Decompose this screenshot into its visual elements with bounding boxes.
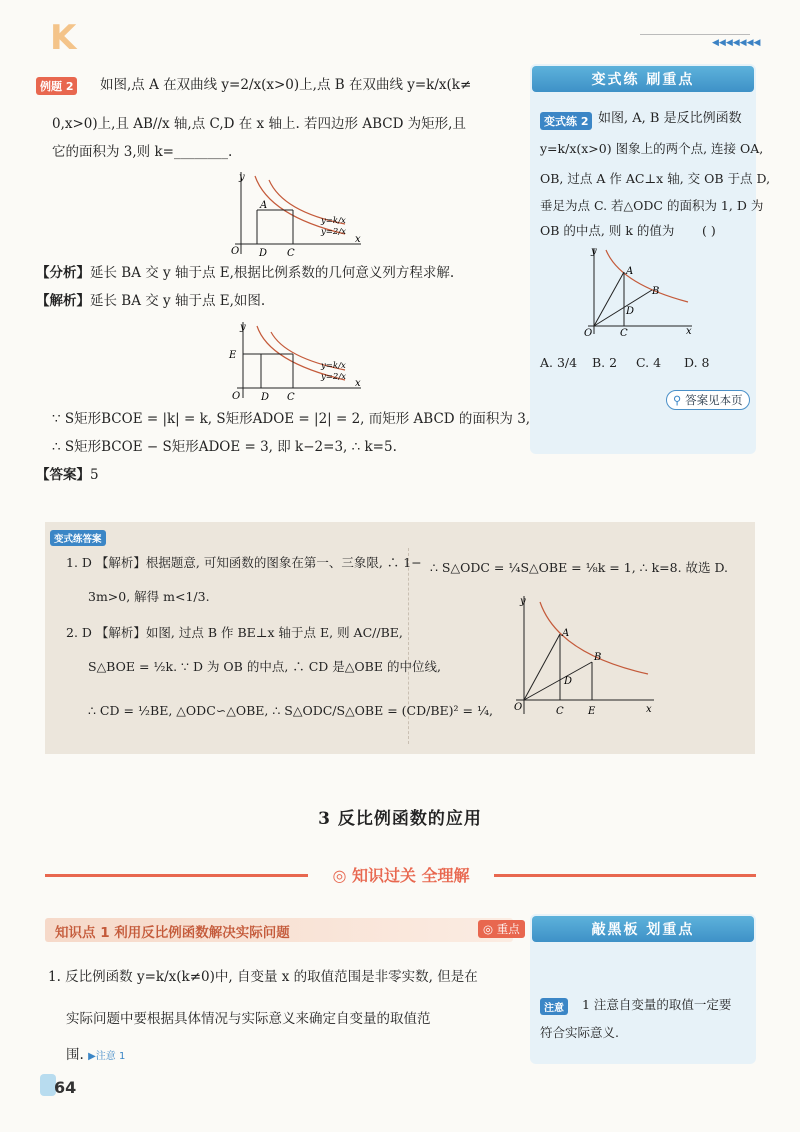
- answers-graph: [508, 590, 658, 720]
- example-graph-2: [225, 318, 365, 402]
- graph2-e-label: E: [229, 350, 237, 361]
- answer-link[interactable]: ⚲ 答案见本页: [666, 390, 750, 410]
- graph1-curve-2: y=2/x: [321, 227, 346, 237]
- practice-graph-c: C: [620, 328, 628, 338]
- practice-graph-d: D: [626, 306, 635, 317]
- note-panel-title: 敲黑板 划重点: [532, 916, 754, 942]
- answers-tag: 变式练答案: [50, 530, 106, 546]
- option-b[interactable]: B. 2: [592, 355, 618, 370]
- answers-graph-c: C: [556, 706, 564, 717]
- graph2-y-label: y: [240, 322, 246, 333]
- header-arrows: ◀◀◀◀◀◀◀: [712, 38, 761, 48]
- page-number: 64: [54, 1078, 77, 1097]
- option-d[interactable]: D. 8: [684, 355, 710, 370]
- option-c[interactable]: C. 4: [636, 355, 662, 370]
- calc-line-2: ∴ S矩形BCOE − S矩形ADOE = 3, 即 k−2=3, ∴ k=5.: [52, 439, 397, 455]
- practice-graph-x: x: [686, 326, 692, 337]
- answer-2-line-2: S△BOE = ½k. ∵ D 为 OB 的中点, ∴ CD 是△OBE 的中位线,: [88, 659, 441, 674]
- answer-1-line-1: 1. D 【解析】根据题意, 可知函数的图象在第一、三象限, ∴ 1−: [66, 555, 422, 570]
- note-link[interactable]: ▶注意 1: [88, 1051, 126, 1062]
- target-icon: ◎: [483, 922, 494, 936]
- example-line-2: 0,x>0)上,且 AB//x 轴,点 C,D 在 x 轴上. 若四边形 ABCD 为矩形,且: [52, 116, 466, 132]
- practice-graph: [580, 244, 695, 338]
- analysis-row: 【分析】延长 BA 交 y 轴于点 E,根据比例系数的几何意义列方程求解.: [36, 265, 455, 281]
- answer-2-right-line: ∴ S△ODC = ¼S△OBE = ⅛k = 1, ∴ k=8. 故选 D.: [430, 560, 729, 575]
- graph1-c-label: C: [287, 248, 295, 258]
- location-icon: ⚲: [673, 393, 682, 407]
- graph1-y-label: y: [239, 172, 245, 183]
- graph1-curve-k: y=k/x: [321, 216, 346, 226]
- graph1-x-label: x: [355, 234, 361, 245]
- graph2-c-label: C: [287, 392, 295, 402]
- paragraph-line-3: 围. ▶注意 1: [66, 1047, 126, 1063]
- knowledge-point-label: 知识点 1 利用反比例函数解决实际问题: [55, 925, 290, 941]
- answer-1-line-2: 3m>0, 解得 m<1/3.: [88, 589, 210, 604]
- paragraph-line-2: 实际问题中要根据具体情况与实际意义来确定自变量的取值范: [66, 1011, 431, 1027]
- note-tag: 注意: [540, 998, 568, 1015]
- example-graph-1: [225, 168, 365, 258]
- calc-line-1: ∵ S矩形BCOE = |k| = k, S矩形ADOE = |2| = 2, 而矩形 ABCD 的面积为 3,: [52, 411, 531, 427]
- practice-graph-b: B: [652, 286, 660, 297]
- banner-title: ◎ 知识过关 全理解: [308, 863, 494, 886]
- example-tag: 例题 2: [36, 77, 77, 95]
- answers-graph-d: D: [564, 676, 573, 687]
- graph2-o-label: O: [232, 391, 241, 402]
- graph1-d-label: D: [259, 248, 268, 258]
- graph1-o-label: O: [231, 246, 240, 257]
- header-rule: [640, 34, 750, 35]
- practice-q-line-3: OB, 过点 A 作 AC⊥x 轴, 交 OB 于点 D,: [540, 171, 771, 186]
- solution-row: 【解析】延长 BA 交 y 轴于点 E,如图.: [36, 293, 266, 309]
- brand-logo: K: [50, 18, 77, 58]
- answers-graph-e: E: [588, 706, 596, 717]
- graph2-x-label: x: [355, 378, 361, 389]
- practice-sidebar-title: 变式练 刷重点: [532, 66, 754, 92]
- answers-graph-a: A: [562, 628, 570, 639]
- practice-graph-o: O: [584, 328, 593, 338]
- banner-line-left: [45, 874, 308, 877]
- practice-q-line-5: OB 的中点, 则 k 的值为: [540, 223, 675, 238]
- example-line-3: 它的面积为 3,则 k=________.: [52, 144, 233, 160]
- banner-line-right: [494, 874, 756, 877]
- option-a[interactable]: A. 3/4: [540, 355, 578, 370]
- practice-graph-y: y: [591, 246, 597, 257]
- answers-graph-o: O: [514, 702, 523, 713]
- section-title: 3 反比例函数的应用: [318, 809, 482, 829]
- graph2-curve-2: y=2/x: [321, 372, 346, 382]
- practice-q-line-4: 垂足为点 C. 若△ODC 的面积为 1, D 为: [540, 198, 764, 213]
- key-point-badge: ◎ 重点: [478, 920, 525, 938]
- answer-row: 【答案】5: [36, 467, 99, 483]
- graph2-curve-k: y=k/x: [321, 361, 346, 371]
- practice-answer-paren: ( ): [702, 223, 716, 238]
- practice-q-line-1: 如图, A, B 是反比例函数: [598, 111, 742, 126]
- answers-graph-x: x: [646, 704, 652, 715]
- answers-graph-y: y: [520, 596, 526, 607]
- example-line-1: 如图,点 A 在双曲线 y=2/x(x>0)上,点 B 在双曲线 y=k/x(k≠: [100, 77, 472, 93]
- answers-graph-b: B: [594, 652, 602, 663]
- note-line-2: 符合实际意义.: [540, 1025, 619, 1040]
- practice-q-line-2: y=k/x(x>0) 图象上的两个点, 连接 OA,: [540, 141, 764, 156]
- practice-tag: 变式练 2: [540, 112, 592, 130]
- graph2-d-label: D: [261, 392, 270, 402]
- swirl-icon: ◎: [332, 866, 347, 885]
- answer-2-line-3: ∴ CD = ½BE, △ODC∽△OBE, ∴ S△ODC/S△OBE = (CD/BE)² = ¼,: [88, 703, 494, 718]
- graph1-a-label: A: [260, 200, 268, 211]
- note-line-1: 1 注意自变量的取值一定要: [582, 997, 732, 1012]
- answer-2-line-1: 2. D 【解析】如图, 过点 B 作 BE⊥x 轴于点 E, 则 AC//BE,: [66, 625, 403, 640]
- practice-graph-a: A: [626, 266, 634, 277]
- paragraph-line-1: 1. 反比例函数 y=k/x(k≠0)中, 自变量 x 的取值范围是非零实数, 但是在: [48, 969, 478, 985]
